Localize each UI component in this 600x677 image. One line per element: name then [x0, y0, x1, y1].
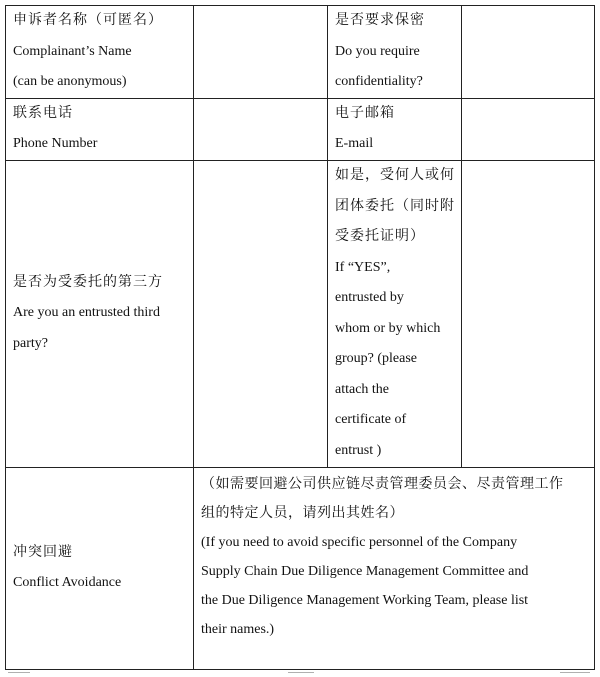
entrusted-by-line: attach the [335, 381, 390, 397]
entrusted-by-line: group? (please [335, 351, 418, 366]
phone-input-cell[interactable] [194, 98, 328, 160]
phone-label-cell [6, 98, 194, 160]
complaint-form-table [5, 5, 595, 670]
complainant-name-label-en: Complainant’s Name [13, 43, 132, 59]
page-edge-mark-right [560, 672, 590, 677]
complainant-name-label-en2: (can be anonymous) [13, 74, 127, 89]
email-label-cell [328, 98, 462, 160]
conflict-avoidance-label-cell [6, 467, 194, 669]
page-edge-mark-center [288, 672, 314, 677]
conflict-avoidance-label-en: Conflict Avoidance [13, 575, 122, 590]
row-third-party [6, 160, 595, 467]
conflict-note-line: Supply Chain Due Diligence Management Committee and [201, 563, 529, 579]
entrusted-by-label-cell [328, 160, 462, 467]
conflict-note-line: the Due Diligence Management Working Team, please list [201, 592, 529, 608]
entrusted-by-line: certificate of [335, 412, 407, 427]
confidentiality-label-en2: confidentiality? [335, 74, 423, 89]
third-party-label-en: Are you an entrusted third [13, 305, 160, 321]
entrusted-by-line: 受委托证明） [335, 229, 425, 244]
email-input-cell[interactable] [462, 98, 595, 160]
third-party-label-en2: party? [13, 335, 48, 351]
row-conflict-avoidance [6, 467, 595, 669]
phone-label-cn: 联系电话 [13, 105, 73, 121]
conflict-avoidance-input-cell[interactable] [194, 467, 595, 669]
confidentiality-label-cell [328, 6, 462, 99]
third-party-input-cell[interactable] [194, 160, 328, 467]
complainant-name-input-cell[interactable] [194, 6, 328, 99]
third-party-label-cell [6, 160, 194, 467]
entrusted-by-line: whom or by which [335, 320, 441, 336]
confidentiality-input-cell[interactable] [462, 6, 595, 99]
confidentiality-label-en: Do you require [335, 43, 420, 59]
entrusted-by-line: If “YES”, [335, 259, 391, 275]
entrusted-by-line: 如是，受何人或何 [335, 168, 455, 183]
confidentiality-label-cn: 是否要求保密 [335, 13, 425, 28]
complainant-name-label-cn: 申诉者名称（可匿名） [13, 13, 163, 28]
complainant-name-label-cell [6, 6, 194, 99]
email-label-en: E-mail [335, 136, 374, 151]
phone-label-en: Phone Number [13, 136, 98, 151]
conflict-avoidance-label-cn: 冲突回避 [13, 544, 73, 560]
entrusted-by-input-cell[interactable] [462, 160, 595, 467]
row-phone [6, 98, 595, 160]
page-edge-mark-left [8, 672, 30, 677]
entrusted-by-line: entrust ) [335, 442, 382, 458]
entrusted-by-line: entrusted by [335, 290, 404, 305]
email-label-cn: 电子邮箱 [335, 105, 395, 121]
entrusted-by-line: 团体委托（同时附 [335, 198, 455, 214]
conflict-note-line: their names.) [201, 621, 275, 637]
conflict-note-line: (If you need to avoid specific personnel of the Company [201, 534, 518, 550]
third-party-label-cn: 是否为受委托的第三方 [13, 274, 163, 290]
conflict-note-line: （如需要回避公司供应链尽责管理委员会、尽责管理工作 [201, 476, 564, 492]
conflict-note-line: 组的特定人员，请列出其姓名） [201, 505, 404, 521]
row-complainant-name [6, 6, 595, 99]
